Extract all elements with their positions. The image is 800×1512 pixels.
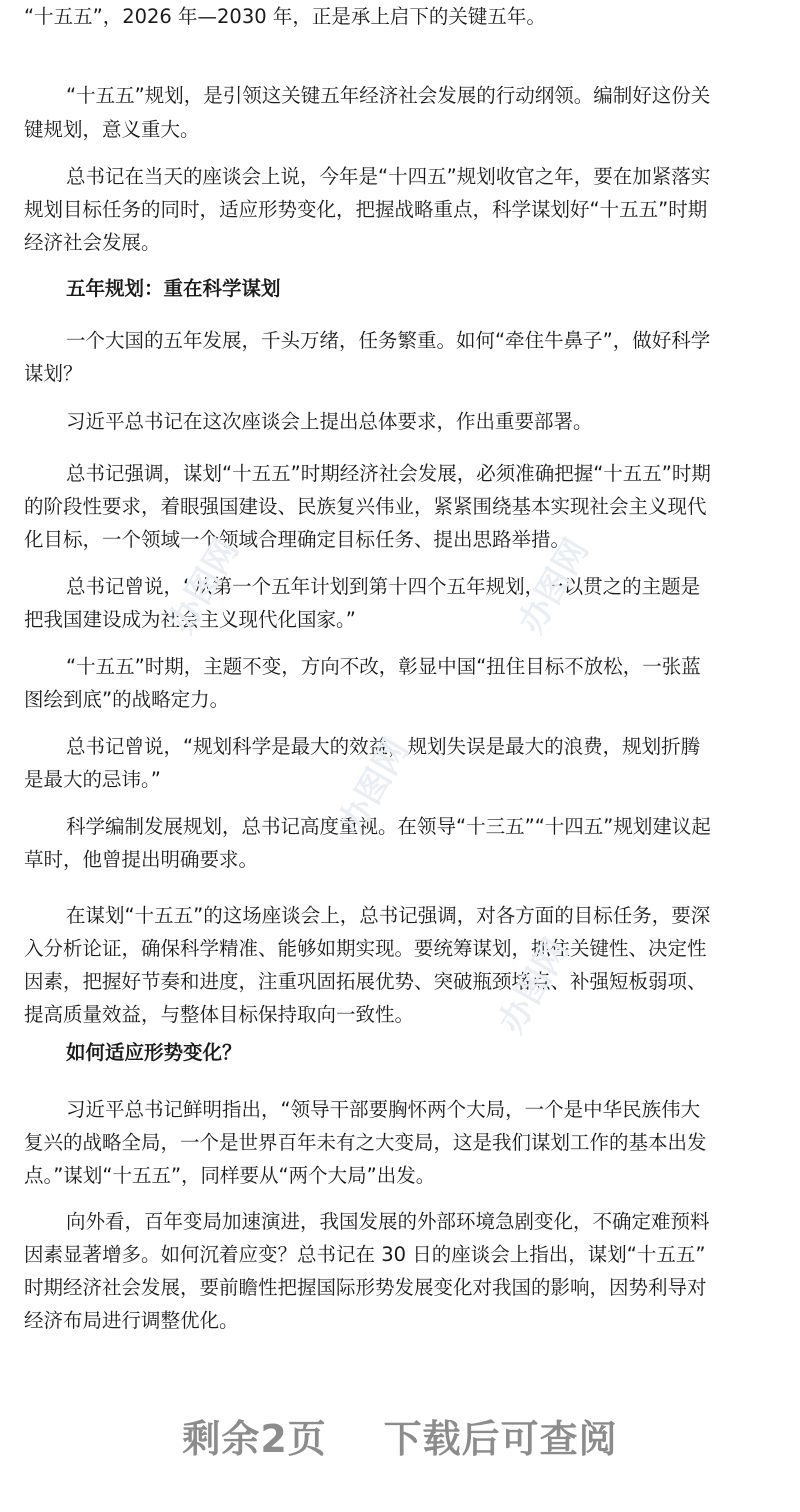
text-line: 图绘到底”的战略定力。	[24, 688, 230, 711]
download-prompt[interactable]: 剩余2页 下载后可查阅	[182, 1417, 618, 1461]
watermark-3: 办图网	[331, 732, 417, 841]
text-line: 总书记曾说，“规划科学是最大的效益，规划失误是最大的浪费，规划折腾	[66, 735, 701, 758]
text-line: 总书记强调，谋划“十五五”时期经济社会发展，必须准确把握“十五五”时期	[66, 462, 711, 485]
text-line: “十五五”规划，是引领这关键五年经济社会发展的行动纲领。编制好这份关	[66, 84, 711, 107]
text-line: 谋划？	[24, 362, 83, 385]
text-line: 时期经济社会发展，要前瞻性把握国际形势发展变化对我国的影响，因势利导对	[24, 1276, 707, 1299]
text-line: 键规划，意义重大。	[24, 118, 200, 141]
text-line: 习近平总书记鲜明指出，“领导干部要胸怀两个大局，一个是中华民族伟大	[66, 1098, 701, 1121]
text-line: “十五五”，2026 年—2030 年，正是承上启下的关键五年。	[24, 5, 546, 28]
section-heading: 如何适应形势变化？	[66, 1041, 242, 1064]
text-line: 入分析论证，确保科学精准、能够如期实现。要统筹谋划，抓住关键性、决定性	[24, 937, 707, 960]
text-line: 因素显著增多。如何沉着应变？总书记在 30 日的座谈会上指出，谋划“十五五”	[24, 1243, 706, 1266]
watermark-1: 办图网	[161, 532, 247, 641]
text-line: 点。”谋划“十五五”，同样要从“两个大局”出发。	[24, 1164, 436, 1187]
text-line: 化目标，一个领域一个领域合理确定目标任务、提出思路举措。	[24, 528, 571, 551]
text-line: 规划目标任务的同时，适应形势变化，把握战略重点，科学谋划好“十五五”时期	[24, 198, 708, 221]
watermark-4: 办图网	[491, 932, 577, 1041]
text-line: 复兴的战略全局，一个是世界百年未有之大变局，这是我们谋划工作的基本出发	[24, 1131, 707, 1154]
text-line: 草时，他曾提出明确要求。	[24, 848, 259, 871]
text-line: 因素，把握好节奏和进度，注重巩固拓展优势、突破瓶颈堵点、补强短板弱项、	[24, 970, 707, 993]
text-line: 经济社会发展。	[24, 231, 161, 254]
text-line: 习近平总书记在这次座谈会上提出总体要求，作出重要部署。	[66, 410, 593, 433]
text-line: 一个大国的五年发展，千头万绪，任务繁重。如何“牵住牛鼻子”，做好科学	[66, 329, 711, 352]
text-line: “十五五”时期，主题不变，方向不改，彰显中国“扭住目标不放松，一张蓝	[66, 655, 701, 678]
text-line: 总书记曾说，“从第一个五年计划到第十四个五年规划，一以贯之的主题是	[66, 575, 701, 598]
text-line: 总书记在当天的座谈会上说，今年是“十四五”规划收官之年，要在加紧落实	[66, 165, 711, 188]
section-heading: 五年规划：重在科学谋划	[66, 277, 281, 300]
text-line: 在谋划“十五五”的这场座谈会上，总书记强调，对各方面的目标任务，要深	[66, 904, 711, 927]
watermark-2: 办图网	[511, 532, 597, 641]
text-line: 的阶段性要求，着眼强国建设、民族复兴伟业，紧紧围绕基本实现社会主义现代	[24, 495, 707, 518]
text-line: 是最大的忌讳。”	[24, 768, 161, 791]
text-line: 经济布局进行调整优化。	[24, 1309, 239, 1332]
text-line: 向外看，百年变局加速演进，我国发展的外部环境急剧变化，不确定难预料	[66, 1210, 710, 1233]
text-line: 把我国建设成为社会主义现代化国家。”	[24, 608, 356, 631]
text-line: 提高质量效益，与整体目标保持取向一致性。	[24, 1003, 415, 1026]
text-line: 科学编制发展规划，总书记高度重视。在领导“十三五”“十四五”规划建议起	[66, 815, 711, 838]
